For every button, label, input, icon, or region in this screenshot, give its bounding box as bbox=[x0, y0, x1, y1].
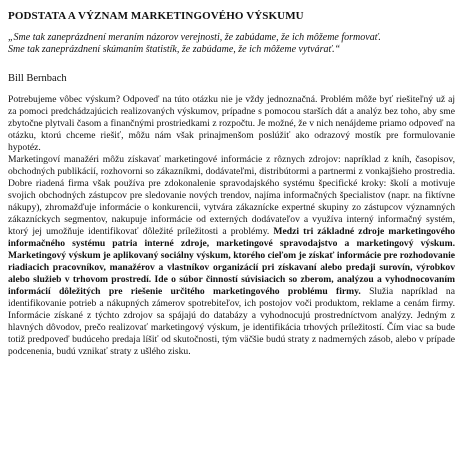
quote-author: Bill Bernbach bbox=[8, 73, 67, 84]
paragraph-main-text-2: Služia napríklad na identifikovanie potrieb a nákupných zámerov spotrebiteľov, ich postojov voči produktom, reklame a cenám firmy. Informácie získané z týchto zdrojov sa spájajú do databázy a vyhodnocujú prostredníctvom analýzy. Jedným z hlavných dôvodov, prečo realizovať marketingový výskum, je identifikácia trhových príležitostí. Čím viac sa bude totiž predpoveď budúceho predaja líšiť od skutočnosti, tým väčšie budú straty z nadmerných zásob, alebo v prípade podcenenia, budú vznikať straty z ušlého zisku. bbox=[8, 286, 455, 357]
page-title: PODSTATA A VÝZNAM MARKETINGOVÉHO VÝSKUMU bbox=[8, 10, 304, 22]
epigraph-quote bbox=[8, 32, 455, 56]
paragraph-main-bold: Medzi tri základné zdroje marketingového informačného systému patria interné zdroje, marketingové spravodajstvo a marketingový výskum. Marketingový výskum je aplikovaný sociálny výskum, ktorého cieľom je získať informácie pre rozhodovanie riadiacich pracovníkov, manažérov a vlastníkov organizácií pri získavaní alebo predaji surovín, výrobkov alebo služieb v trhovom prostredí. Ide o súbor činností súvisiacich so zberom, analýzou a vyhodnocovaním informácií dôležitých pre riešenie určitého marketingového problému firmy. bbox=[8, 226, 455, 297]
paragraph-main-text-1: Marketingoví manažéri môžu získavať marketingové informácie z rôznych zdrojov: napríklad z kníh, časopisov, obchodných publikácií, rozhovorni so zákazníkmi, dodávateľmi, distribútormi a partnermi z vonkajšieho prostredia. Dobre riadená firma však používa pre zdokonalenie spravodajského systému špecifické kroky: školí a motivuje svojich obchodných zástupcov pre sledovanie nových trendov, najíma informačných špecialistov (napr. na fiktívne nákupy), zhromažďuje informácie o konkurencii, vytvára zákaznícke expertné skupiny zo zástupcov významných zákazníckych segmentov, nakupuje informácie od externých dodávateľov a využíva interný informačný systém, ktorý jej umožňuje identifikovať dôležité príležitosti a problémy. bbox=[8, 154, 455, 237]
paragraph-intro: Potrebujeme vôbec výskum? Odpoveď na túto otázku nie je vždy jednoznačná. Problém môže byť riešiteľný už aj za pomoci predchádzajúcich realizovaných výskumov, prípadne s pomocou starších dát a analýz bez toho, aby sme zbytočne plytvali časom a finančnými prostriedkami z rozpočtu. Je možné, že v nich nenájdeme priamo odpoveď na otázku, ktorú chceme riešiť, môžu nám však prinajmenšom poslúžiť ako odrazový mostík pre formulovanie hypotéz. bbox=[8, 94, 455, 153]
quote-line-1: „Sme tak zaneprázdnení meraním názorov verejnosti, že zabúdame, že ich môžeme formovať. bbox=[8, 32, 381, 43]
paragraph-main bbox=[8, 154, 455, 358]
quote-line-2: Sme tak zaneprázdnení skúmaním štatistík, že zabúdame, že ich môžeme vytvárať.“ bbox=[8, 44, 341, 55]
